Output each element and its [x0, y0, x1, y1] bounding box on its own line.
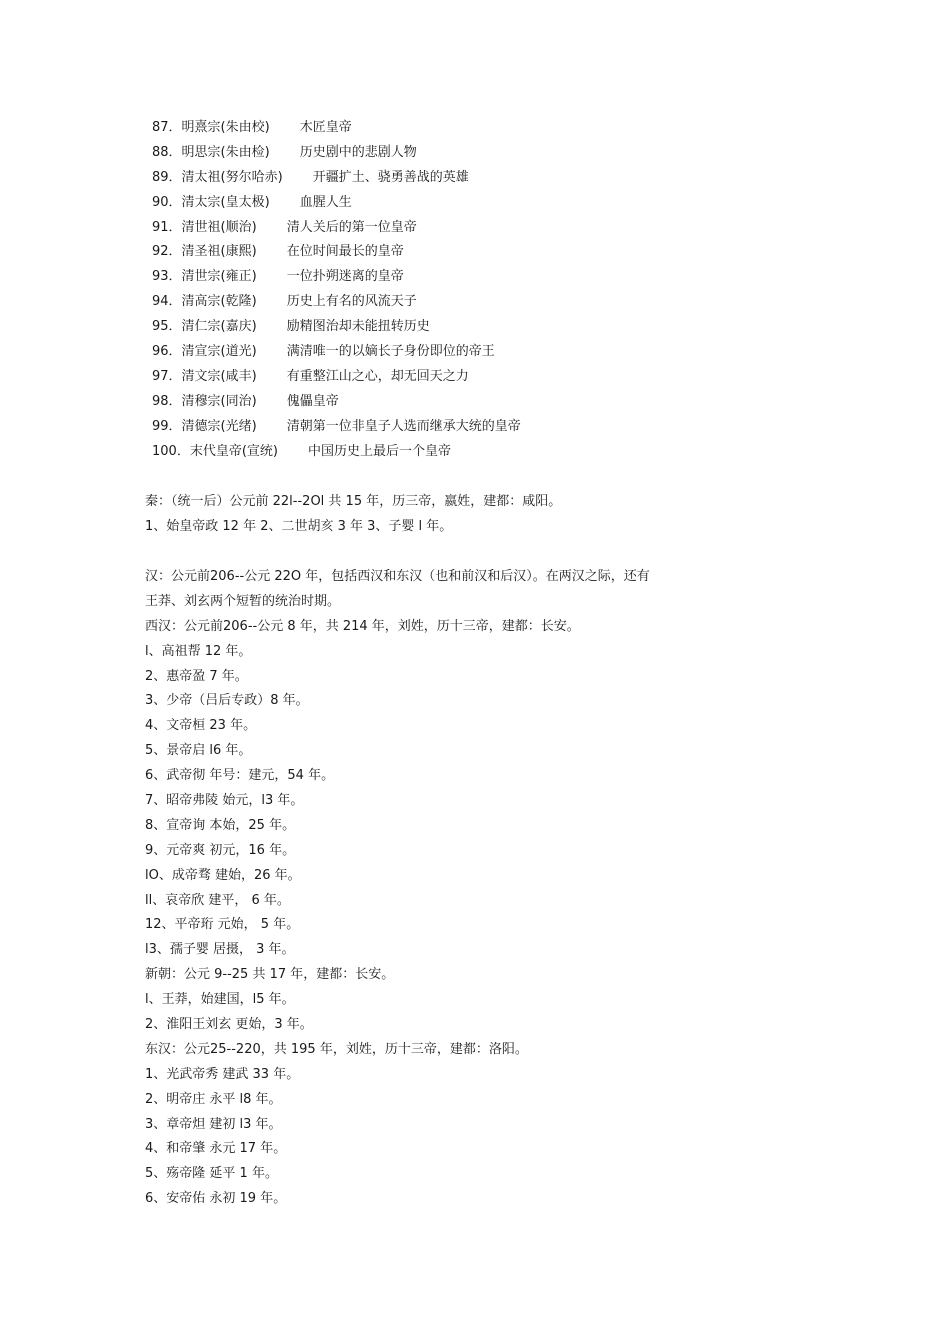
emperor-desc: 励精图治却未能扭转历史: [286, 319, 430, 335]
list-item: [152, 315, 852, 340]
emperor-list: [152, 116, 852, 464]
emperor-name: 96．清宣宗(道光): [152, 344, 257, 360]
list-item: [152, 265, 852, 290]
paragraph-line: lO、成帝骛 建始，26 年。: [145, 867, 301, 883]
paragraph-line: 2、淮阳王刘玄 更始，3 年。: [145, 1017, 313, 1033]
emperor-desc: 中国历史上最后一个皇帝: [307, 443, 451, 459]
paragraph-line: 6、安帝佑 永初 19 年。: [145, 1191, 287, 1207]
paragraph-line: 2、惠帝盈 7 年。: [145, 668, 248, 684]
emperor-name: 95．清仁宗(嘉庆): [152, 319, 257, 335]
emperor-name: 92．清圣祖(康熙): [152, 244, 257, 260]
emperor-name: 99．清德宗(光绪): [152, 418, 257, 434]
paragraph-line: l、高祖帮 12 年。: [145, 643, 252, 659]
emperor-desc: 历史上有名的风流天子: [286, 294, 417, 310]
paragraph-line: 王莽、刘玄两个短暂的统治时期。: [145, 593, 341, 609]
paragraph-line: l3、孺子婴 居摄， 3 年。: [145, 942, 295, 958]
paragraph-line: 4、文帝桓 23 年。: [145, 718, 257, 734]
list-item: [152, 216, 852, 241]
paragraph-line: 12、平帝珩 元始， 5 年。: [145, 917, 300, 933]
emperor-name: 98．清穆宗(同治): [152, 393, 257, 409]
paragraph-line: 9、元帝爽 初元，16 年。: [145, 842, 296, 858]
paragraph-line: 1、光武帝秀 建武 33 年。: [145, 1066, 300, 1082]
emperor-desc: 历史剧中的悲剧人物: [299, 144, 417, 160]
paragraph-line: 5、景帝启 l6 年。: [145, 743, 252, 759]
list-item: [152, 340, 852, 365]
paragraph-line: 汉：公元前206--公元 22O 年，包括西汉和东汉（也和前汉和后汉）。在两汉之际，还有: [145, 569, 650, 584]
list-item: [152, 290, 852, 315]
paragraph-line: 3、章帝炟 建初 l3 年。: [145, 1116, 282, 1132]
paragraph-line: ll、哀帝欣 建平， 6 年。: [145, 892, 290, 908]
emperor-name: 89．清太祖(努尔哈赤): [152, 169, 283, 185]
paragraph-line: 2、明帝庄 永平 l8 年。: [145, 1091, 282, 1107]
paragraph-line: 5、殇帝隆 延平 1 年。: [145, 1166, 278, 1182]
emperor-name: 91．清世祖(顺治): [152, 219, 257, 235]
paragraph-line: 西汉：公元前206--公元 8 年，共 214 年，刘姓，历十三帝，建都：长安。: [145, 618, 580, 634]
qin-section: [145, 490, 825, 540]
emperor-desc: 开疆扩土、骁勇善战的英雄: [312, 169, 469, 185]
han-section: [145, 565, 825, 1212]
emperor-name: 87．明熹宗(朱由校): [152, 120, 270, 135]
emperor-name: 90．清太宗(皇太极): [152, 194, 270, 210]
paragraph-line: 4、和帝肇 永元 17 年。: [145, 1141, 287, 1157]
paragraph-line: 3、少帝（吕后专政）8 年。: [145, 693, 309, 709]
emperor-desc: 一位扑朔迷离的皇帝: [286, 269, 404, 285]
emperor-desc: 有重整江山之心，却无回天之力: [286, 368, 469, 384]
emperor-name: 94．清高宗(乾隆): [152, 294, 257, 310]
list-item: [152, 166, 852, 191]
list-item: [152, 440, 852, 465]
list-item: [152, 240, 852, 265]
emperor-name: 88．明思宗(朱由检): [152, 144, 270, 160]
emperor-desc: 在位时间最长的皇帝: [286, 244, 404, 260]
list-item: [152, 365, 852, 390]
paragraph-line: 秦：（统一后）公元前 22l--2Ol 共 15 年，历三帝，嬴姓，建都：咸阳。: [145, 494, 562, 509]
emperor-name: 97．清文宗(咸丰): [152, 368, 257, 384]
paragraph-line: 6、武帝彻 年号：建元，54 年。: [145, 768, 335, 784]
list-item: [152, 191, 852, 216]
paragraph-line: l、王莽，始建国，l5 年。: [145, 992, 295, 1008]
emperor-desc: 清朝第一位非皇子人选而继承大统的皇帝: [286, 418, 521, 434]
emperor-name: 93．清世宗(雍正): [152, 269, 257, 285]
paragraph-line: 8、宣帝询 本始，25 年。: [145, 817, 296, 833]
paragraph-line: 东汉：公元25--220，共 195 年，刘姓，历十三帝，建都：洛阳。: [145, 1041, 528, 1057]
emperor-desc: 满清唯一的以嫡长子身份即位的帝王: [286, 344, 495, 360]
list-item: [152, 390, 852, 415]
emperor-name: 100．末代皇帝(宣统): [152, 443, 278, 459]
emperor-desc: 傀儡皇帝: [286, 393, 339, 409]
list-item: [152, 116, 852, 141]
emperor-desc: 木匠皇帝: [299, 120, 352, 135]
emperor-desc: 血腥人生: [299, 194, 352, 210]
paragraph-line: 新朝：公元 9--25 共 17 年，建都：长安。: [145, 967, 395, 983]
list-item: [152, 415, 852, 440]
paragraph-line: 7、昭帝弗陵 始元，l3 年。: [145, 793, 304, 809]
paragraph-line: 1、始皇帝政 12 年 2、二世胡亥 3 年 3、子婴 l 年。: [145, 518, 453, 534]
emperor-desc: 清人关后的第一位皇帝: [286, 219, 417, 235]
list-item: [152, 141, 852, 166]
